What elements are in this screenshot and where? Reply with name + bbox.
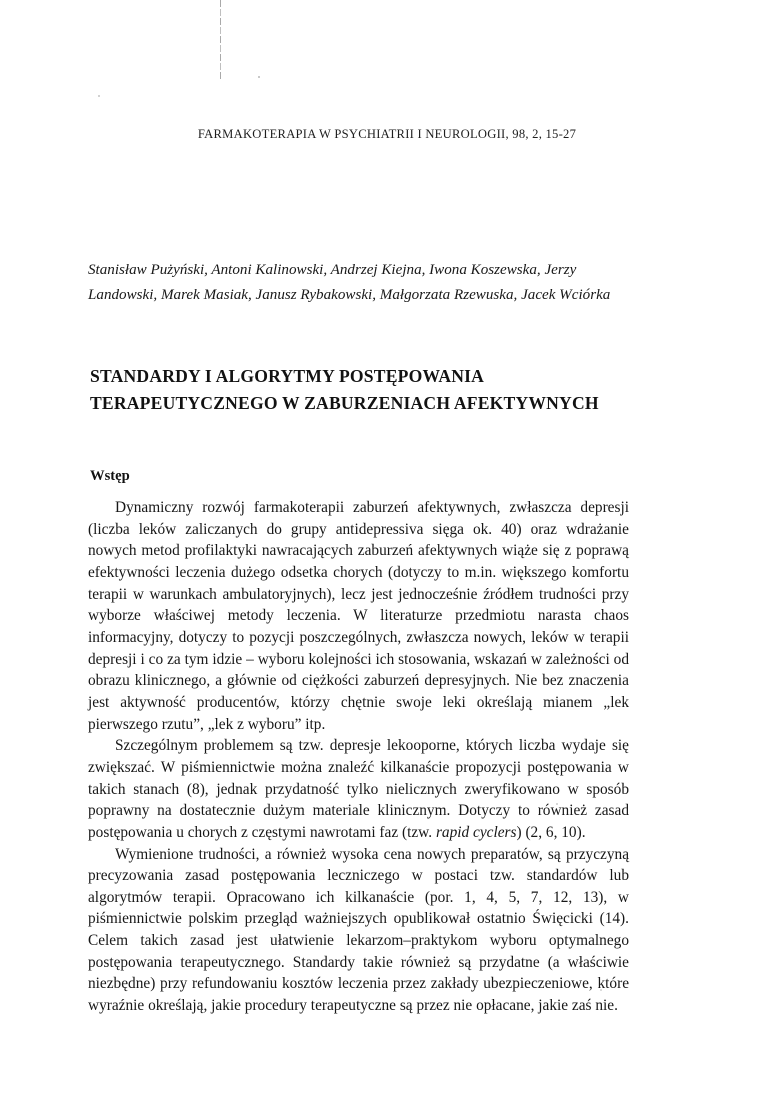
author-list: Stanisław Pużyński, Antoni Kalinowski, Andrzej Kiejna, Iwona Koszewska, Jerzy Landowski, Marek Masiak, Janusz Rybakowski, Małgorzata Rzewuska, Jacek Wciórka [88,262,611,304]
journal-running-head: FARMAKOTERAPIA W PSYCHIATRII I NEUROLOGII, 98, 2, 15-27 [197,127,577,141]
scan-speck [98,95,100,97]
paragraph-2 [88,735,629,843]
page-title: STANDARDY I ALGORYTMY POSTĘPOWANIA TERAPEUTYCZNEGO W ZABURZENIACH AFEKTYWNYCH [90,365,599,414]
paragraph-1: Dynamiczny rozwój farmakoterapii zaburzeń afektywnych, zwłaszcza depresji (liczba leków zaliczanych do grupy antidepressiva sięga ok. 40) oraz wdrażanie nowych metod profilaktyki nawracających zaburzeń afektywnych wiąże się z poprawą efektywności leczenia dużego odsetka chorych (dotyczy to m.in. większego komfortu terapii w warunkach ambulatoryjnych), lecz jest jednocześnie źródłem trudności przy wyborze właściwej metody leczenia. W literaturze przedmiotu narasta chaos informacyjny, dotyczy to pozycji poszczególnych, zwłaszcza nowych, leków w terapii depresji i co za tym idzie – wyboru kolejności ich stosowania, wskazań w zależności od obrazu klinicznego, a głównie od ciężkości zaburzeń depresyjnych. Nie bez znaczenia jest aktywność producentów, którzy chętnie swoje leki określają mianem „lek pierwszego rzutu”, „lek z wyboru” itp. [88,499,629,733]
section-heading-wstep: Wstęp [90,468,130,485]
body-text [88,497,629,1017]
paragraph-2-italic-term: rapid cyclers [435,823,517,841]
paragraph-2-tail: ) (2, 6, 10). [516,823,586,841]
paragraph-3: Wymienione trudności, a również wysoka cena nowych preparatów, są przyczyną precyzowania zasad postępowania leczniczego w postaci tzw. standardów lub algorytmów terapii. Opracowano ich kilkanaście (por. 1, 4, 5, 7, 12, 13), w piśmiennictwie polskim przegląd ważniejszych opublikował ostatnio Święcicki (14). Celem takich zasad jest ułatwienie lekarzom–praktykom wyboru optymalnego postępowania terapeutycznego. Standardy takie również są przydatne (a właściwie niezbędne) przy refundowaniu kosztów leczenia przez zakłady ubezpieczeniowe, które wyraźnie określają, jakie procedury terapeutyczne są przez nie opłacane, jakie zaś nie. [88,845,629,1015]
scan-speck [258,76,260,78]
paragraph-2-lead: Szczególnym problemem są tzw. depresje lekooporne, których liczba wydaje się zwiększać. W piśmiennictwie można znaleźć kilkanaście propozycji postępowania w takich stanach (8), jednak przydatność tylko nielicznych zweryfikowano w sposób poprawny na dostatecznie dużym materiale klinicznym. Dotyczy to również zasad postępowania u chorych z częstymi nawrotami faz (tzw. [88,737,629,841]
scan-artifact-line [220,0,221,79]
